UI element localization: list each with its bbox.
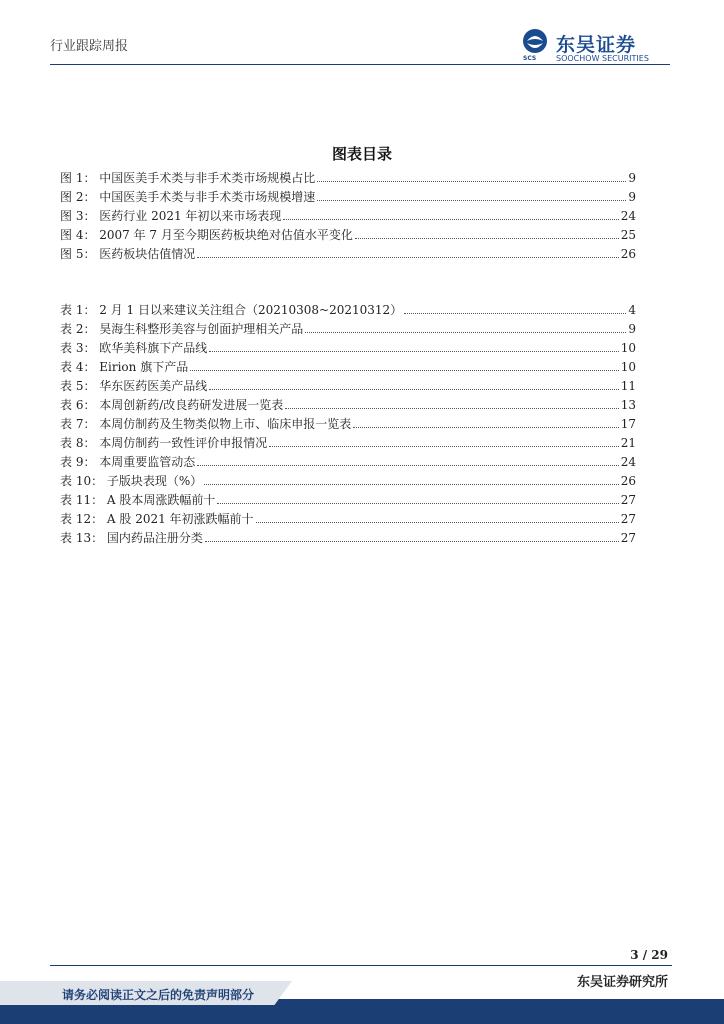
toc-entry-label: 表 12： A 股 2021 年初涨跌幅前十 [60,512,254,526]
toc-leader-dots [209,351,618,352]
toc-leader-dots [204,484,618,485]
disclaimer-text: 请务必阅读正文之后的免责声明部分 [62,988,255,1002]
toc-entry-page: 11 [620,379,636,393]
toc-entry-page: 26 [620,247,636,261]
toc-leader-dots [190,370,619,371]
toc-entry-label: 表 7： 本周仿制药及生物类似物上市、临床申报一览表 [60,417,352,431]
toc-entry-page: 4 [628,303,636,317]
toc-entry-label: 图 1： 中国医美手术类与非手术类市场规模占比 [60,171,316,185]
toc-entry-table-1[interactable] [60,299,636,318]
toc-entry-table-4[interactable] [60,356,636,375]
toc-entry-figure-5[interactable] [60,243,636,262]
toc-entry-label: 图 5： 医药板块估值情况 [60,247,196,261]
toc-entry-page: 21 [620,436,636,450]
toc-entry-label: 表 9： 本周重要监管动态 [60,455,196,469]
toc-entry-table-7[interactable] [60,413,636,432]
toc-entry-page: 10 [620,341,636,355]
toc-entry-page: 9 [628,190,636,204]
toc-entry-page: 27 [620,512,636,526]
table-list [60,299,636,546]
toc-entry-table-5[interactable] [60,375,636,394]
toc-entry-label: 图 3： 医药行业 2021 年初以来市场表现 [60,209,282,223]
toc-entry-page: 10 [620,360,636,374]
toc-entry-table-8[interactable] [60,432,636,451]
toc-entry-figure-3[interactable] [60,205,636,224]
toc-entry-label: 表 6： 本周创新药/改良药研发进展一览表 [60,398,284,412]
toc-entry-table-2[interactable] [60,318,636,337]
header-divider [50,64,670,65]
footer-org: 东吴证券研究所 [576,975,668,990]
toc-entry-table-13[interactable] [60,527,636,546]
toc-entry-label: 表 5： 华东医药医美产品线 [60,379,208,393]
toc-entry-page: 25 [620,228,636,242]
toc-leader-dots [317,200,626,201]
toc-entry-label: 表 11： A 股本周涨跌幅前十 [60,493,216,507]
toc-leader-dots [305,332,626,333]
toc-entry-figure-1[interactable] [60,167,636,186]
toc-entry-label: 表 4： Eirion 旗下产品 [60,360,189,374]
toc-entry-page: 17 [620,417,636,431]
toc-leader-dots [283,219,618,220]
toc-entry-table-10[interactable] [60,470,636,489]
figure-list [60,167,636,262]
page-number: 3 / 29 [630,948,668,962]
footer-divider [50,965,672,966]
toc-entry-page: 9 [628,171,636,185]
toc-leader-dots [269,446,618,447]
toc-entry-label: 表 1： 2 月 1 日以来建议关注组合（20210308~20210312） [60,303,403,317]
toc-entry-page: 27 [620,493,636,507]
toc-entry-label: 表 10： 子版块表现（%） [60,474,203,488]
toc-entry-table-9[interactable] [60,451,636,470]
toc-leader-dots [353,427,618,428]
toc-entry-label: 图 4： 2007 年 7 月至今期医药板块绝对估值水平变化 [60,228,353,242]
toc-leader-dots [317,181,626,182]
toc-leader-dots [205,541,619,542]
toc-entry-page: 26 [620,474,636,488]
toc-entry-figure-2[interactable] [60,186,636,205]
toc-entry-page: 9 [628,322,636,336]
logo-name-cn: 东吴证券 [556,34,637,56]
toc-entry-label: 表 2： 昊海生科整形美容与创面护理相关产品 [60,322,304,336]
toc-entry-label: 表 8： 本周仿制药一致性评价申报情况 [60,436,268,450]
toc-entry-page: 13 [620,398,636,412]
toc-entry-figure-4[interactable] [60,224,636,243]
toc-leader-dots [355,238,619,239]
logo-mark-icon [520,28,550,58]
toc-leader-dots [197,257,618,258]
toc-title: 图表目录 [331,145,392,163]
brand-logo [520,28,670,64]
toc-entry-page: 24 [620,455,636,469]
toc-entry-table-6[interactable] [60,394,636,413]
toc-entry-page: 27 [620,531,636,545]
toc-entry-page: 24 [620,209,636,223]
logo-abbr: SCS [523,55,537,62]
toc-leader-dots [404,313,626,314]
toc-entry-label: 图 2： 中国医美手术类与非手术类市场规模增速 [60,190,316,204]
toc-leader-dots [217,503,618,504]
toc-entry-table-12[interactable] [60,508,636,527]
toc-leader-dots [285,408,618,409]
toc-entry-table-11[interactable] [60,489,636,508]
toc-entry-label: 表 13： 国内药品注册分类 [60,531,203,545]
toc-leader-dots [197,465,618,466]
toc-entry-label: 表 3： 欧华美科旗下产品线 [60,341,208,355]
logo-name-en: SOOCHOW SECURITIES [556,54,649,63]
toc-leader-dots [256,522,619,523]
toc-entry-table-3[interactable] [60,337,636,356]
header-title: 行业跟踪周报 [50,39,129,54]
toc-leader-dots [209,389,618,390]
